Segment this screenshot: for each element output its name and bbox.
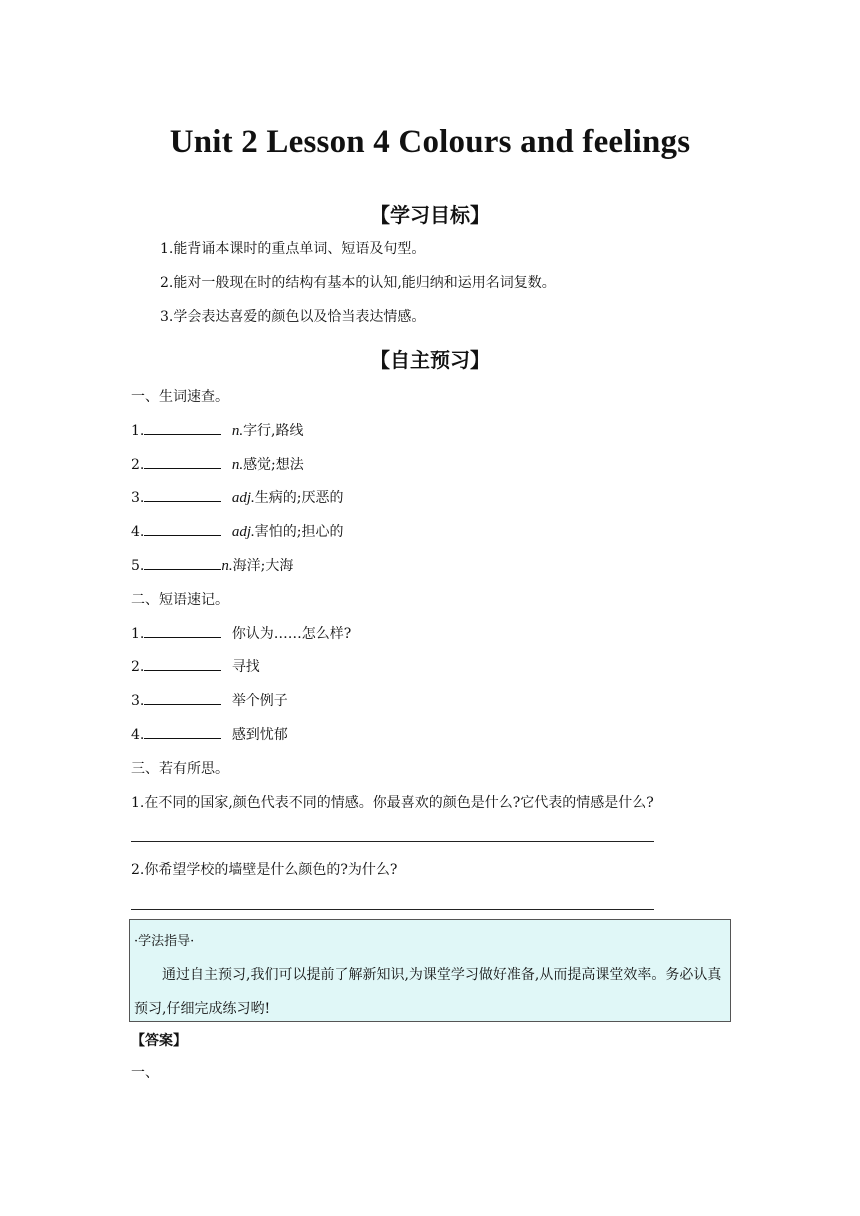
phrase-num: 3. bbox=[131, 693, 145, 709]
vocab-meaning: 害怕的;担心的 bbox=[254, 524, 344, 540]
vocab-num: 1. bbox=[131, 423, 145, 439]
phrase-meaning: 感到忧郁 bbox=[231, 727, 288, 743]
phrase-num: 2. bbox=[131, 659, 145, 675]
vocab-meaning: 生病的;厌恶的 bbox=[254, 490, 344, 506]
vocab-row bbox=[131, 557, 293, 575]
vocab-meaning: 字行,路线 bbox=[243, 423, 304, 439]
answer-blank[interactable] bbox=[144, 658, 221, 671]
vocab-row bbox=[131, 489, 343, 507]
part1-label: 一、生词速查。 bbox=[131, 389, 229, 405]
answer-blank[interactable] bbox=[144, 557, 221, 570]
phrase-num: 1. bbox=[131, 626, 145, 642]
answer-part-1: 一、 bbox=[131, 1065, 159, 1081]
preview-heading: 【自主预习】 bbox=[370, 348, 490, 372]
guide-title: ·学法指导· bbox=[134, 934, 195, 949]
question-2: 2.你希望学校的墙壁是什么颜色的?为什么? bbox=[131, 862, 398, 878]
vocab-num: 3. bbox=[131, 490, 145, 506]
answer-blank[interactable] bbox=[144, 489, 221, 502]
phrase-meaning: 举个例子 bbox=[231, 693, 288, 709]
part3-label: 三、若有所思。 bbox=[131, 761, 229, 777]
answer-blank[interactable] bbox=[144, 456, 221, 469]
vocab-row bbox=[131, 422, 304, 440]
vocab-pos: adj. bbox=[231, 524, 255, 540]
phrase-row bbox=[131, 726, 288, 744]
answer-blank[interactable] bbox=[144, 523, 221, 536]
study-guide-box bbox=[129, 919, 731, 1022]
vocab-pos: n. bbox=[231, 457, 244, 473]
answer-blank[interactable] bbox=[144, 625, 221, 638]
objectives-heading: 【学习目标】 bbox=[370, 203, 490, 227]
objective-item: 3.学会表达喜爱的颜色以及恰当表达情感。 bbox=[160, 309, 426, 325]
question-1: 1.在不同的国家,颜色代表不同的情感。你最喜欢的颜色是什么?它代表的情感是什么? bbox=[131, 795, 654, 811]
phrase-meaning: 你认为……怎么样? bbox=[231, 626, 352, 642]
objective-item: 2.能对一般现在时的结构有基本的认知,能归纳和运用名词复数。 bbox=[160, 275, 556, 291]
vocab-meaning: 海洋;大海 bbox=[232, 558, 294, 574]
objective-item: 1.能背诵本课时的重点单词、短语及句型。 bbox=[160, 241, 426, 257]
vocab-num: 5. bbox=[131, 558, 145, 574]
vocab-pos: n. bbox=[221, 558, 233, 574]
vocab-row bbox=[131, 456, 304, 474]
phrase-meaning: 寻找 bbox=[231, 659, 260, 675]
phrase-row bbox=[131, 658, 260, 676]
guide-text: 通过自主预习,我们可以提前了解新知识,为课堂学习做好准备,从而提高课堂效率。务必认真预习,仔细完成练习哟! bbox=[134, 967, 722, 1017]
phrase-row bbox=[131, 692, 288, 710]
answer-blank[interactable] bbox=[144, 726, 221, 739]
answer-blank[interactable] bbox=[144, 422, 221, 435]
answer-line[interactable] bbox=[131, 909, 654, 910]
vocab-meaning: 感觉;想法 bbox=[243, 457, 304, 473]
vocab-pos: adj. bbox=[231, 490, 255, 506]
phrase-row bbox=[131, 625, 351, 643]
part2-label: 二、短语速记。 bbox=[131, 592, 229, 608]
vocab-row bbox=[131, 523, 343, 541]
answer-heading: 【答案】 bbox=[131, 1033, 187, 1049]
vocab-num: 2. bbox=[131, 457, 145, 473]
vocab-pos: n. bbox=[231, 423, 244, 439]
answer-blank[interactable] bbox=[144, 692, 221, 705]
phrase-num: 4. bbox=[131, 727, 145, 743]
answer-line[interactable] bbox=[131, 841, 654, 842]
page-title: Unit 2 Lesson 4 Colours and feelings bbox=[169, 124, 691, 160]
vocab-num: 4. bbox=[131, 524, 145, 540]
